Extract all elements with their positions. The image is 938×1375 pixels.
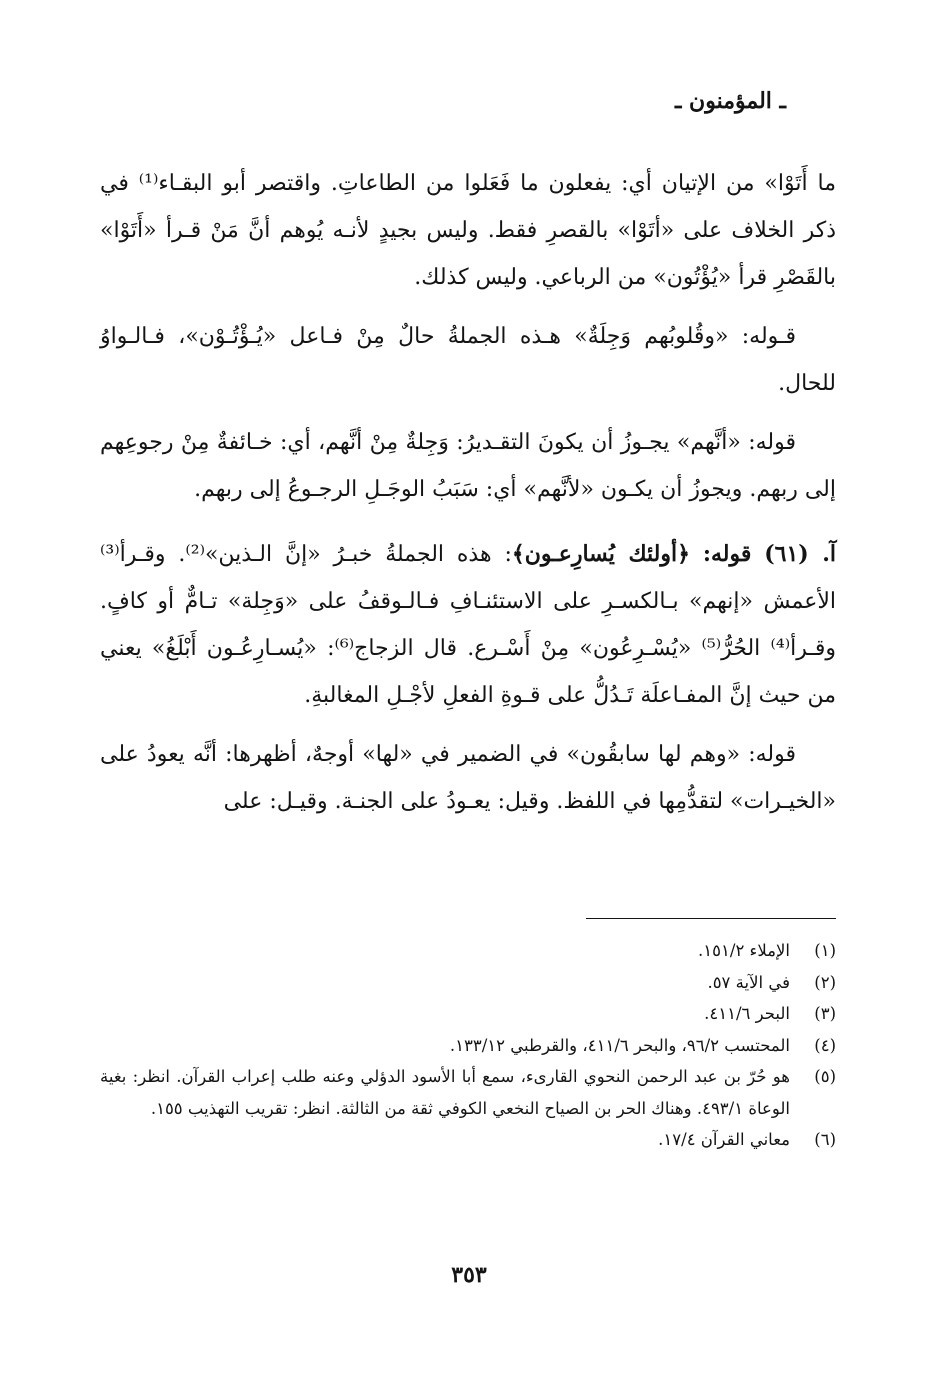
footnote-number: (٤)	[814, 1035, 836, 1055]
paragraph-last: قوله: «وهم لها سابقُون» في الضمير في «لها» أوجهٌ، أظهرها: أنَّه يعودُ على «الخيـرات» لتقدُّمِها في اللفظ. وقيل: يعـودُ على الجنـة. وقيـل: على	[100, 742, 836, 814]
footnotes	[100, 935, 836, 1156]
footnote-text: في الآية ٥٧.	[707, 972, 790, 992]
footnote-text: المحتسب ٩٦/٢، والبحر ٤١١/٦، والقرطبي ١٣٣/١٢.	[449, 1035, 790, 1055]
page-number: ٣٥٣	[451, 1262, 487, 1288]
footnote-text: هو حُرّ بن عبد الرحمن النحوي القارىء، سمع أبا الأسود الدؤلي وعنه طلب إعراب القرآن. انظر: بغية الوعاة ٤٩٣/١. وهناك الحر بن الصياح النخعي الكوفي ثقة من الثالثة. انظر: تقريب التهذيب ١٥٥.	[100, 1067, 790, 1118]
verse-marker: آ.	[808, 541, 836, 567]
footnote	[100, 1124, 836, 1156]
verse-paragraph	[100, 531, 836, 719]
footnote	[100, 1030, 836, 1062]
paragraph-3: قوله: «أنَّهم» يجـوزُ أن يكونَ التقـديرُ: وَجِلةٌ مِنْ أنَّهم، أي: خـائفةٌ مِنْ رجوعِهم إلى ربهم. ويجوزُ أن يكـون «لأنَّهم» أي: سَبَبُ الوجَـلِ الرجـوعُ إلى ربهم.	[100, 430, 836, 502]
footnote-number: (١)	[814, 941, 836, 960]
footnote-text: الإملاء ١٥١/٢.	[698, 941, 790, 960]
footnote-text: البحر ٤١١/٦.	[704, 1004, 790, 1023]
footnote	[100, 967, 836, 999]
footnote-number: (٢)	[814, 972, 836, 992]
verse-commentary: : هذه الجملةُ خبـرُ «إنَّ الـذين»⁽²⁾. وقـرأ⁽³⁾ الأعمش «إنهم» بـالكسـرِ على الاستئنـافِ فـالـوقفُ على «وَجِلة» تـامٌّ أو كافٍ. وقـرأ⁽⁴⁾ الحُرُّ⁽⁵⁾ «يُسْـرِعُون» مِنْ أَسْـرع. قال الزجاج⁽⁶⁾: «يُسـارِعُـون أَبْلَغُ» يعني من حيث إنَّ المفـاعلَة تَـدُلُّ على قـوةِ الفعلِ لأجْـلِ المغالبةِ.	[100, 542, 836, 708]
quran-quote: ﴿أولئك يُسارِعـون﴾	[511, 541, 690, 567]
footnote	[100, 1061, 836, 1124]
body-text	[100, 160, 836, 837]
running-head: ـ المؤمنون ـ	[674, 88, 786, 114]
footnote-number: (٥)	[814, 1067, 836, 1086]
verse-label: قوله:	[702, 541, 752, 567]
footnote	[100, 935, 836, 967]
footnote-number: (٣)	[814, 1004, 836, 1023]
footnote-number: (٦)	[814, 1130, 836, 1149]
verse-number: (٦١)	[764, 541, 809, 567]
footnote	[100, 998, 836, 1030]
footnote-text: معاني القرآن ١٧/٤.	[658, 1130, 790, 1149]
paragraph-2: قـوله: «وقُلوبُهم وَجِلَةٌ» هـذه الجملةُ حالٌ مِنْ فـاعل «يُـؤْتُـوْن»، فـالـواوُ للحال.	[100, 324, 836, 396]
paragraph-1: ما أَتَوْا» من الإتيان أي: يفعلون ما فَعَلوا من الطاعاتِ. واقتصر أبو البقـاء⁽¹⁾ في ذكر الخلاف على «أتَوْا» بالقصرِ فقط. وليس بجيدٍ لأنـه يُوهم أنَّ مَنْ قـرأ «أَتَوْا» بالقَصْرِ قرأ «يُؤْتُون» من الرباعي. وليس كذلك.	[100, 171, 836, 290]
footnote-divider	[586, 918, 836, 919]
